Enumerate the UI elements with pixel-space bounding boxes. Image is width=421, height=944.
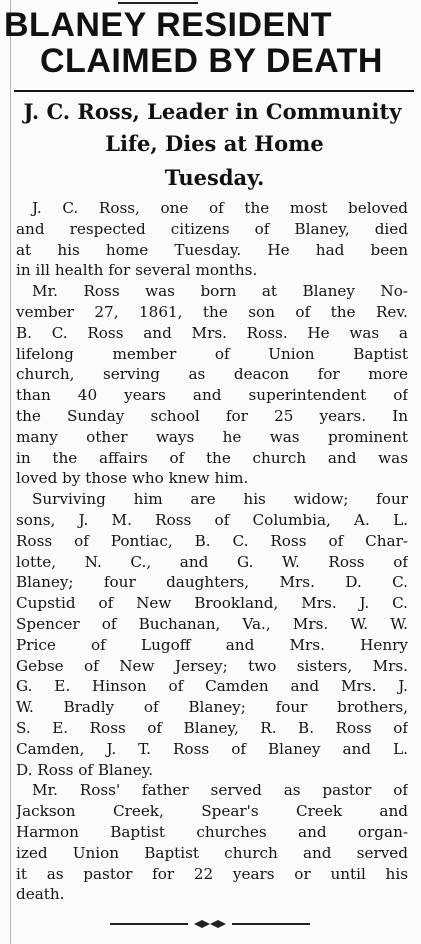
text-line: Jackson Creek, Spear's Creek and (16, 802, 408, 821)
paragraph (16, 780, 408, 905)
text-line: Ross of Pontiac, B. C. Ross of Char- (16, 531, 408, 550)
text-line: G. E. Hinson of Camden and Mrs. J. (16, 677, 408, 696)
text-line: in ill health for several months. (16, 261, 258, 280)
text-line: Blaney; four daughters, Mrs. D. C. (16, 573, 408, 592)
headline-line-2: CLAIMED BY DEATH (40, 42, 383, 80)
end-ornament (110, 919, 310, 929)
text-line: ized Union Baptist church and served (16, 843, 408, 862)
text-line: J. C. Ross, one of the most beloved (32, 199, 408, 217)
text-line: the Sunday school for 25 years. In (16, 406, 408, 425)
text-line: lotte, N. C., and G. W. Ross of (16, 552, 408, 571)
subheadline-line-1: J. C. Ross, Leader in Community (23, 99, 402, 124)
paragraph (16, 489, 408, 780)
text-line: Price of Lugoff and Mrs. Henry (16, 635, 408, 654)
text-line: sons, J. M. Ross of Columbia, A. L. (16, 510, 408, 529)
text-line: vember 27, 1861, the son of the Rev. (16, 302, 408, 321)
paragraph (16, 198, 408, 281)
text-line: Mr. Ross was born at Blaney No- (32, 282, 408, 301)
headline-divider (14, 90, 414, 92)
text-line: at his home Tuesday. He had been (16, 240, 408, 259)
text-line: D. Ross of Blaney. (16, 760, 154, 779)
headline-line-1: BLANEY RESIDENT (4, 6, 333, 44)
text-line: W. Bradly of Blaney; four brothers, (16, 698, 408, 717)
text-line: Camden, J. T. Ross of Blaney and L. (16, 739, 408, 758)
text-line: many other ways he was prominent (16, 427, 408, 446)
text-line: S. E. Ross of Blaney, R. B. Ross of (16, 718, 408, 737)
text-line: Cupstid of New Brookland, Mrs. J. C. (16, 594, 408, 613)
text-line: B. C. Ross and Mrs. Ross. He was a (16, 323, 408, 342)
text-line: Surviving him are his widow; four (32, 490, 408, 509)
top-ornament (118, 0, 198, 4)
text-line: Harmon Baptist churches and organ- (16, 822, 408, 841)
paragraph (16, 281, 408, 489)
text-line: in the affairs of the church and was (16, 448, 408, 467)
article-body (16, 198, 408, 905)
text-line: than 40 years and superintendent of (16, 386, 408, 405)
text-line: Gebse of New Jersey; two sisters, Mrs. (16, 656, 408, 675)
text-line: it as pastor for 22 years or until his (16, 864, 408, 883)
text-line: church, serving as deacon for more (16, 365, 408, 384)
text-line: loved by those who knew him. (16, 469, 249, 488)
text-line: lifelong member of Union Baptist (16, 344, 408, 363)
text-line: Spencer of Buchanan, Va., Mrs. W. W. (16, 614, 408, 633)
text-line: and respected citizens of Blaney, died (16, 219, 408, 238)
subheadline-line-2: Life, Dies at Home (105, 131, 324, 156)
subheadline-line-3: Tuesday. (164, 165, 265, 190)
text-line: death. (16, 885, 65, 904)
text-line: Mr. Ross' father served as pastor of (32, 781, 408, 800)
